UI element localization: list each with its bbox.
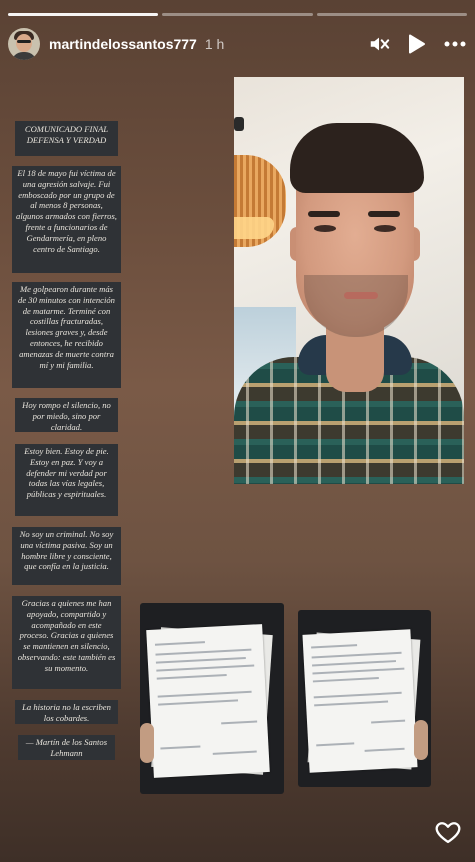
progress-segment	[8, 13, 158, 16]
story-progress-bar	[8, 13, 467, 16]
statement-paragraph: Me golpearon durante más de 30 minutos con intención de matarme. Terminé con costillas fracturadas, lesiones graves y, desde entonces, he recibido amenazas de muerte contra mí y mi familia.	[12, 282, 121, 388]
statement-title: COMUNICADO FINAL DEFENSA Y VERDAD	[15, 121, 118, 156]
statement-signature: — Martín de los Santos Lehmann	[18, 735, 115, 760]
statement-paragraph: El 18 de mayo fui víctima de una agresión salvaje. Fui emboscado por un grupo de al menos 8 personas, algunos armados con fierros, frente a funcionarios de Gendarmería, en pleno centro de Santiago.	[12, 166, 121, 273]
statement-paragraph: La historia no la escriben los cobardes.	[15, 700, 118, 724]
statement-paragraph: Estoy bien. Estoy de pie. Estoy en paz. Y voy a defender mi verdad por todas las vías legales, públicas y espirituales.	[15, 444, 118, 516]
username[interactable]: martindelossantos777	[49, 36, 197, 52]
progress-segment	[162, 13, 312, 16]
post-time: 1 h	[204, 36, 225, 52]
portrait-photo	[234, 77, 464, 484]
play-icon[interactable]	[405, 32, 429, 56]
more-horizontal-icon[interactable]	[443, 32, 467, 56]
statement-paragraph: Hoy rompo el silencio, no por miedo, sino por claridad.	[15, 398, 118, 432]
statement-paragraph: No soy un criminal. No soy una víctima pasiva. Soy un hombre libre y consciente, que confía en la justicia.	[12, 527, 121, 585]
statement-paragraph: Gracias a quienes me han apoyado, compartido y acompañado en este proceso. Gracias a quienes se mantienen en silencio, observando: este también es su momento.	[12, 596, 121, 689]
document-photo	[298, 610, 431, 787]
avatar[interactable]	[8, 28, 40, 60]
document-photo	[140, 603, 284, 794]
story-header	[8, 26, 467, 62]
heart-icon[interactable]	[434, 818, 462, 846]
speaker-muted-icon[interactable]	[367, 32, 391, 56]
progress-segment	[317, 13, 467, 16]
